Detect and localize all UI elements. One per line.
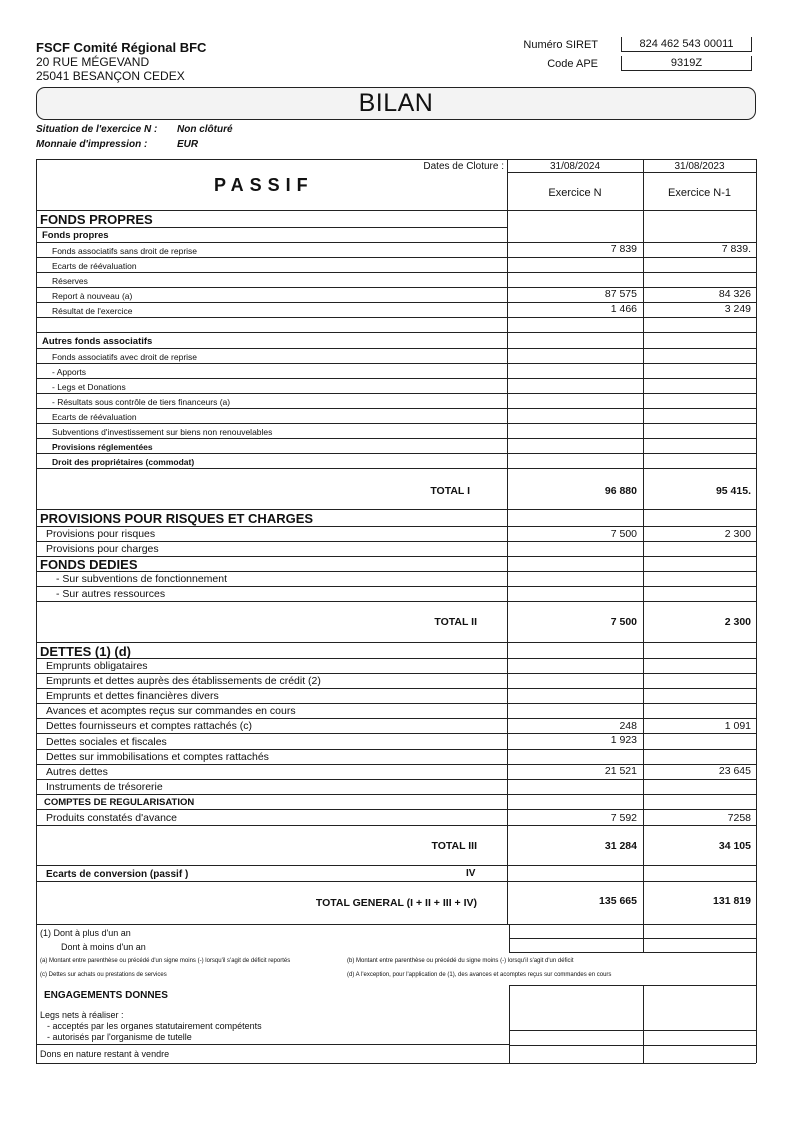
row-fonds-associatifs-sans-reprise: Fonds associatifs sans droit de reprise — [52, 246, 198, 256]
value-n: 21 521 — [604, 765, 637, 777]
total-general-n: 135 665 — [599, 895, 637, 907]
total-2-n1: 2 300 — [724, 616, 751, 628]
value-n1: 1 091 — [724, 720, 751, 732]
row-dettes-fournisseurs: Dettes fournisseurs et comptes rattachés (c) — [46, 720, 252, 732]
situation-label: Situation de l'exercice N : — [36, 124, 158, 135]
total-2-label: TOTAL II — [434, 616, 477, 628]
value-n1: 2 300 — [724, 528, 751, 540]
siret-value: 824 462 543 00011 — [621, 37, 752, 52]
value-n: 7 839 — [610, 243, 637, 255]
row-reserves: Réserves — [52, 276, 88, 286]
value-n1: 7 839. — [721, 243, 751, 255]
column-exercice-n1: Exercice N-1 — [668, 187, 731, 199]
row-instruments-tresorerie: Instruments de trésorerie — [46, 781, 163, 793]
value-n: 87 575 — [604, 288, 637, 300]
ape-label: Code APE — [547, 58, 598, 70]
section-fonds-propres: FONDS PROPRES — [40, 212, 153, 227]
page-title: BILAN — [358, 89, 434, 117]
footnote-c: (c) Dettes sur achats ou prestations de services — [40, 972, 167, 978]
row-emprunts-obligataires: Emprunts obligataires — [46, 660, 148, 672]
row-dettes-immobilisations: Dettes sur immobilisations et comptes rattachés — [46, 751, 269, 763]
subsection-regularisation: COMPTES DE REGULARISATION — [44, 797, 195, 808]
row-apports: - Apports — [52, 367, 87, 377]
footnote-a: (a) Montant entre parenthèse ou précédé d'un signe moins (-) lorsqu'il s'agit de déficit reportés — [40, 958, 291, 964]
dons-nature: Dons en nature restant à vendre — [40, 1049, 170, 1059]
footnote-d: (d) A l'exception, pour l'application de (1), des avances et acomptes reçus sur commandes en cours — [347, 972, 612, 978]
value-n1: 7258 — [727, 812, 751, 824]
value-n1: 84 326 — [718, 288, 751, 300]
value-n1: 23 645 — [718, 765, 751, 777]
footnote-1-plus-un-an: (1) Dont à plus d'un an — [40, 928, 131, 938]
row-dettes-sociales: Dettes sociales et fiscales — [46, 736, 167, 748]
value-n: 248 — [619, 720, 637, 732]
total-general-label: TOTAL GENERAL (I + II + III + IV) — [315, 897, 477, 909]
value-n: 7 500 — [610, 528, 637, 540]
subsection-fonds-propres: Fonds propres — [42, 230, 109, 241]
row-provisions-risques: Provisions pour risques — [46, 528, 156, 540]
total-1-label: TOTAL I — [430, 485, 470, 497]
row-resultats-tiers-financeurs: - Résultats sous contrôle de tiers financeurs (a) — [52, 397, 231, 407]
row-subventions-fonctionnement: - Sur subventions de fonctionnement — [56, 573, 228, 585]
section-provisions: PROVISIONS POUR RISQUES ET CHARGES — [40, 511, 314, 526]
subsection-autres-fonds: Autres fonds associatifs — [42, 336, 153, 347]
currency-label: Monnaie d'impression : — [36, 139, 148, 150]
row-ecarts-reevaluation-2: Ecarts de réévaluation — [52, 412, 137, 422]
row-emprunts-divers: Emprunts et dettes financières divers — [46, 690, 219, 702]
section-fonds-dedies: FONDS DEDIES — [40, 557, 138, 572]
row-produits-constates-avance: Produits constatés d'avance — [46, 812, 177, 824]
total-1-n1: 95 415. — [715, 485, 751, 497]
row-resultat-exercice: Résultat de l'exercice — [52, 306, 133, 316]
total-general-n1: 131 819 — [713, 895, 751, 907]
address-line-1: 20 RUE MÉGEVAND — [36, 55, 150, 69]
currency-value: EUR — [177, 139, 199, 150]
value-n: 1 923 — [610, 734, 637, 746]
total-1-n: 96 880 — [604, 485, 637, 497]
total-3-n1: 34 105 — [718, 840, 751, 852]
row-ecarts-reevaluation: Ecarts de réévaluation — [52, 261, 137, 271]
situation-value: Non clôturé — [177, 124, 233, 135]
row-legs-donations: - Legs et Donations — [52, 382, 126, 392]
footnote-1-moins-un-an: Dont à moins d'un an — [61, 942, 146, 952]
row-avances-acomptes: Avances et acomptes reçus sur commandes en cours — [46, 705, 296, 717]
value-n1: 3 249 — [724, 303, 751, 315]
row-fonds-associatifs-avec-reprise: Fonds associatifs avec droit de reprise — [52, 352, 198, 362]
ecarts-iv-label: IV — [466, 868, 476, 879]
date-n1: 31/08/2023 — [674, 161, 725, 172]
closing-dates-label: Dates de Cloture : — [423, 161, 504, 172]
row-provisions-reglementees: Provisions réglementées — [52, 442, 153, 452]
value-n: 7 592 — [610, 812, 637, 824]
total-3-n: 31 284 — [604, 840, 637, 852]
siret-label: Numéro SIRET — [523, 39, 598, 51]
legs-autorises: - autorisés par l'organisme de tutelle — [47, 1032, 192, 1042]
footnote-b: (b) Montant entre parenthèse ou précédé du signe moins (-) lorsqu'il s'agit d'un déficit — [347, 958, 574, 964]
section-dettes: DETTES (1) (d) — [40, 644, 131, 659]
total-2-n: 7 500 — [610, 616, 637, 628]
passif-heading: PASSIF — [214, 175, 314, 195]
ape-value: 9319Z — [621, 56, 752, 71]
row-autres-ressources: - Sur autres ressources — [56, 588, 166, 600]
legs-nets-label: Legs nets à réaliser : — [40, 1010, 124, 1020]
legs-acceptes: - acceptés par les organes statutairement compétents — [47, 1021, 262, 1031]
address-line-2: 25041 BESANÇON CEDEX — [36, 69, 185, 83]
value-n: 1 466 — [610, 303, 637, 315]
total-3-label: TOTAL III — [431, 840, 477, 852]
row-emprunts-credit: Emprunts et dettes auprès des établissements de crédit (2) — [46, 675, 321, 687]
organization-name: FSCF Comité Régional BFC — [36, 40, 207, 55]
row-autres-dettes: Autres dettes — [46, 766, 108, 778]
engagements-donnes-heading: ENGAGEMENTS DONNES — [44, 990, 168, 1001]
row-report-a-nouveau: Report à nouveau (a) — [52, 291, 133, 301]
title-banner — [36, 87, 756, 120]
row-provisions-charges: Provisions pour charges — [46, 543, 159, 555]
row-ecarts-conversion: Ecarts de conversion (passif ) — [46, 869, 189, 880]
row-subventions-investissement: Subventions d'investissement sur biens non renouvelables — [52, 427, 273, 437]
row-droit-proprietaires: Droit des propriétaires (commodat) — [52, 457, 195, 467]
column-exercice-n: Exercice N — [548, 187, 602, 199]
date-n: 31/08/2024 — [549, 161, 601, 172]
